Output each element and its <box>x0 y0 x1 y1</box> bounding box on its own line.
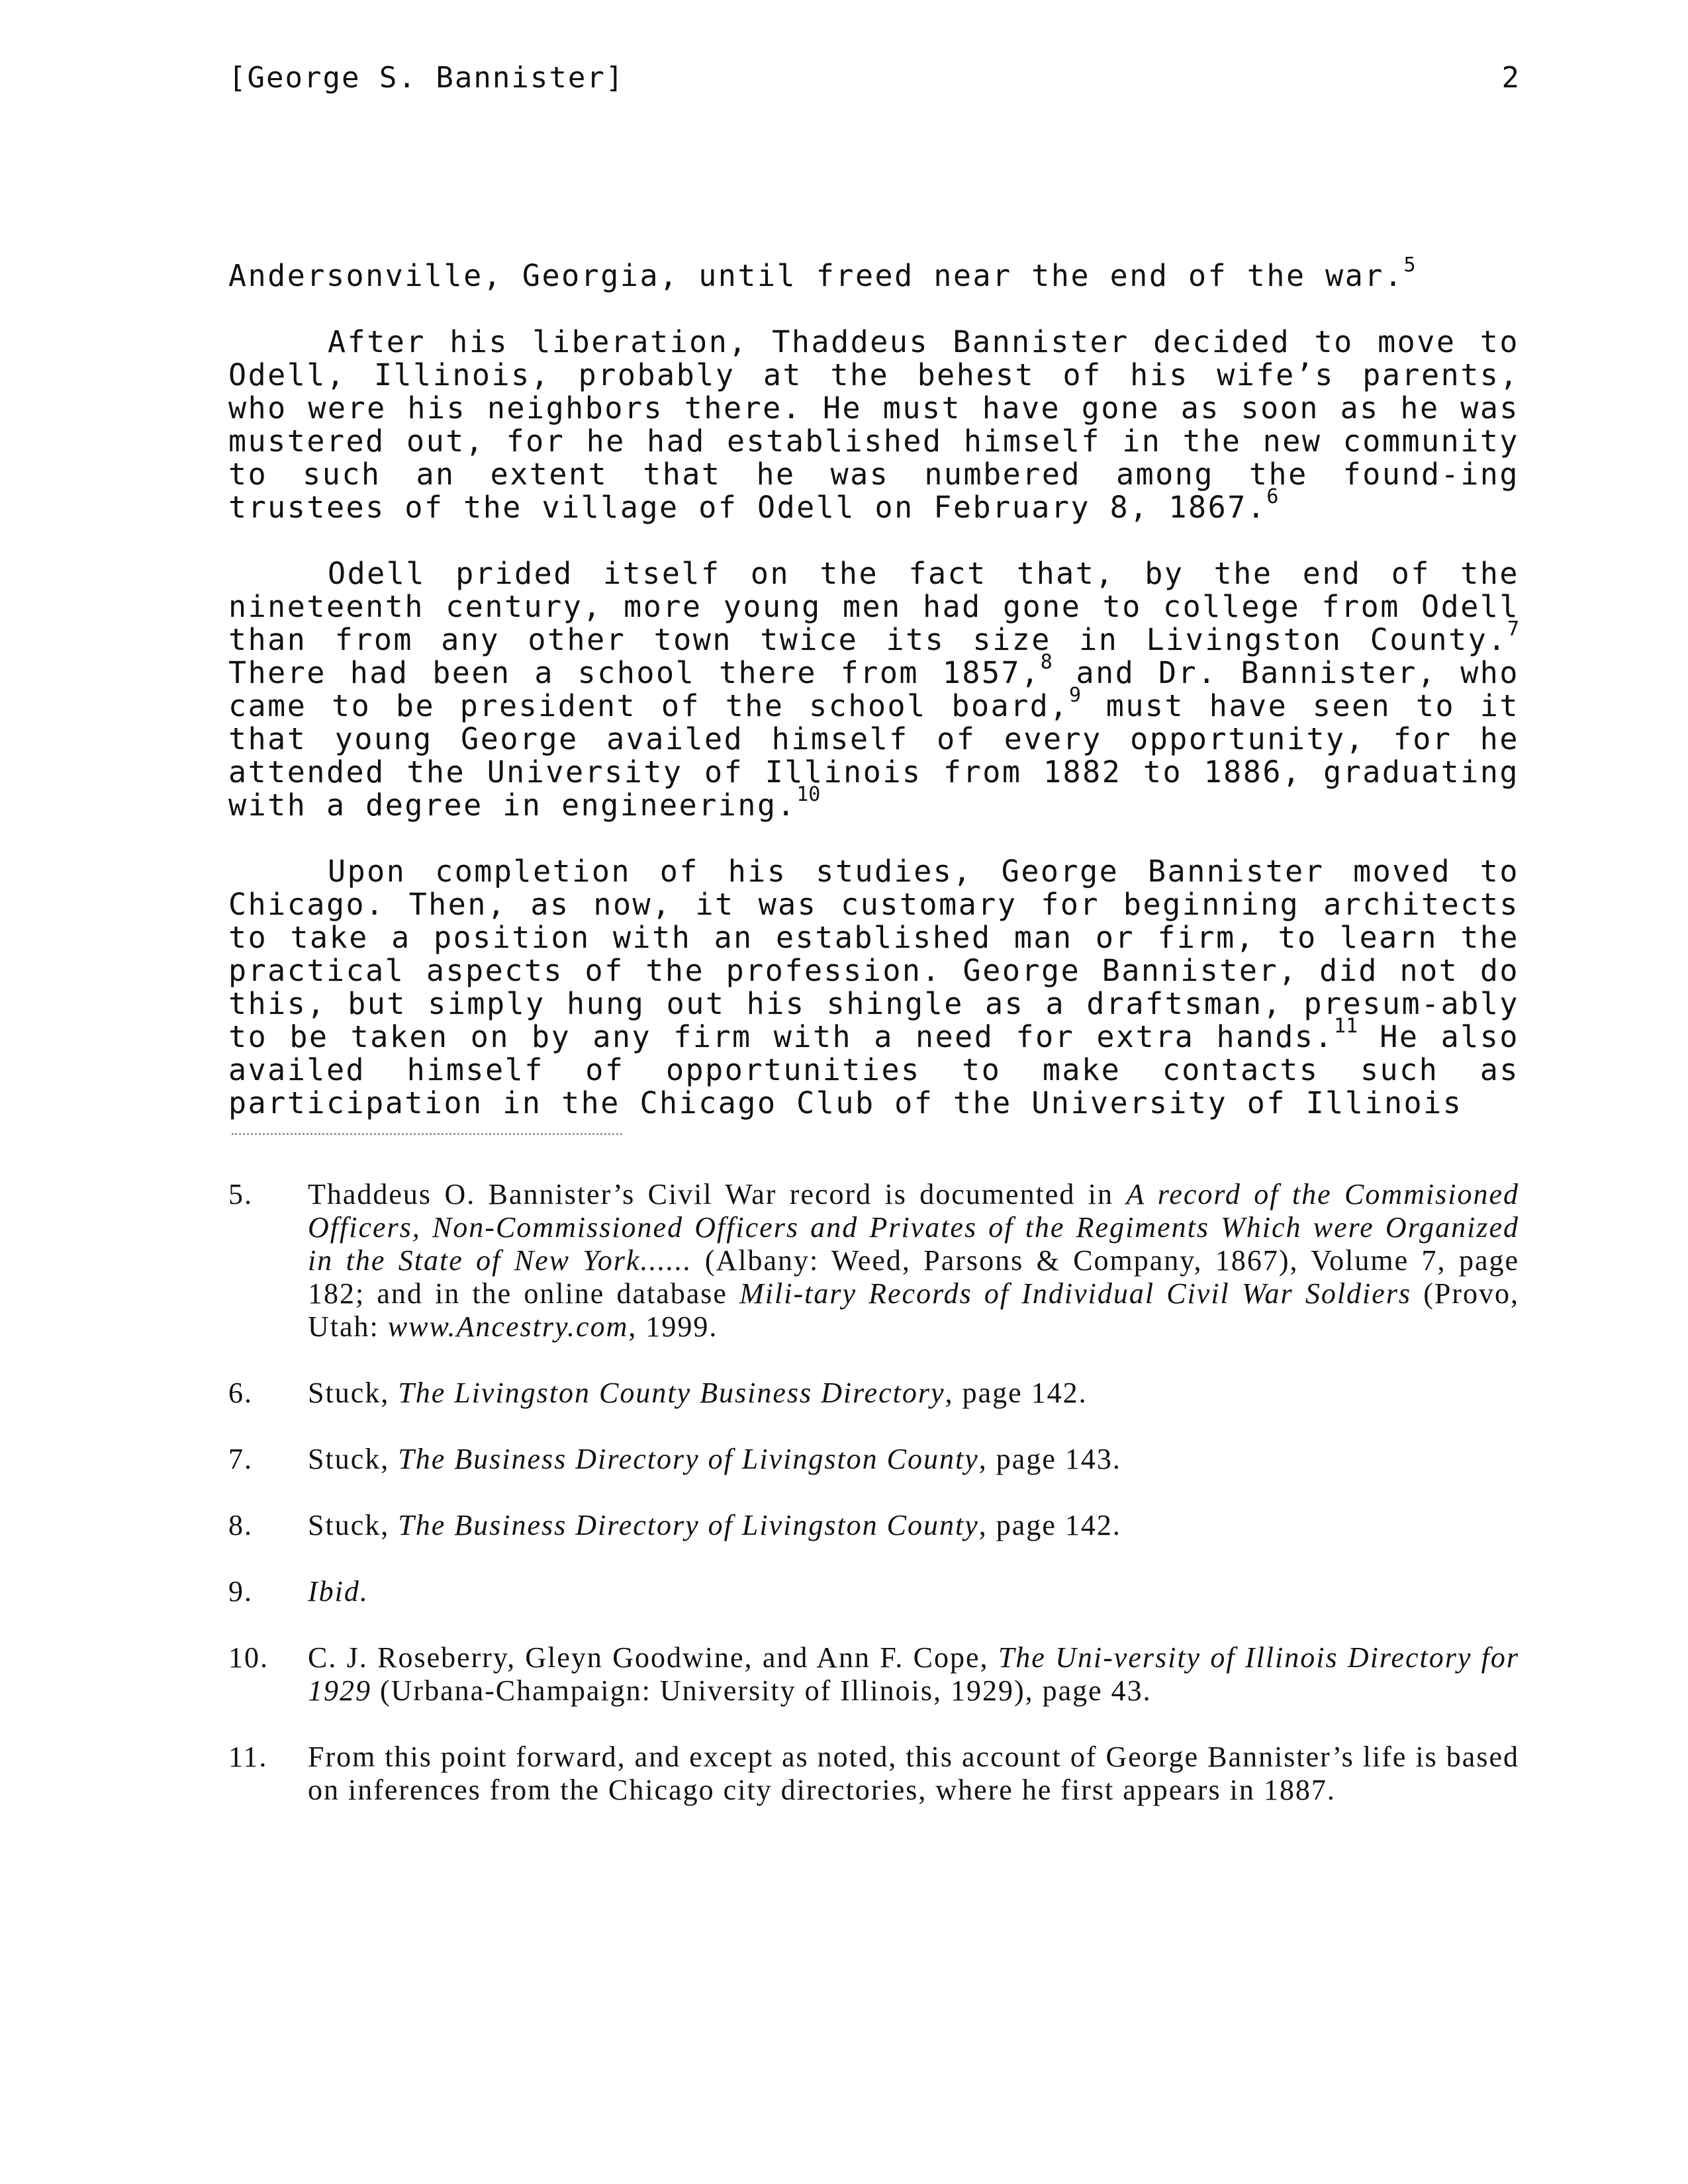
footnote-number: 5. <box>228 1178 253 1210</box>
footnote-5 <box>228 1178 1519 1343</box>
page-number: 2 <box>1501 61 1519 95</box>
footnote-number: 6. <box>228 1377 253 1409</box>
footnote-ref-9: 9 <box>1068 684 1082 707</box>
footnote-text: C. J. Roseberry, Gleyn Goodwine, and Ann F. Cope, <box>308 1641 998 1674</box>
footnote-text: Stuck, <box>308 1509 399 1541</box>
footnote-9 <box>228 1575 1519 1608</box>
footnote-title: A record of the Commisioned Officers, Non-Commissioned Officers and Privates of the Regiments Which were Organized in the State of New York...... <box>308 1178 1519 1277</box>
footnote-text: , page 143. <box>978 1443 1121 1475</box>
paragraph-3-text-4: must have seen to it that young George availed himself of every opportunity, for he attended the University of Illinois from 1882 to 1886, graduating with a degree in engineering. <box>228 688 1519 823</box>
paragraph-3 <box>228 557 1519 822</box>
footnote-text: Stuck, <box>308 1443 399 1475</box>
footnote-number: 9. <box>228 1575 253 1608</box>
footnote-ref-8: 8 <box>1040 651 1053 674</box>
footnote-title: Mili-tary Records of Individual Civil War Soldiers <box>739 1277 1412 1310</box>
footnote-title: Ibid. <box>308 1575 369 1608</box>
footnote-ref-10: 10 <box>796 783 821 806</box>
footnote-11 <box>228 1741 1519 1807</box>
body-text <box>228 253 1519 1153</box>
paragraph-3-text-1: Odell prided itself on the fact that, by the end of the nineteenth century, more young men had gone to college from Odell than from any other town twice its size in Livingston County. <box>228 556 1519 657</box>
paragraph-4-text-2: He also availed himself of opportunities to make contacts such as participation in the Chicago Club of the University of Illinois <box>228 1019 1519 1120</box>
header-title: [George S. Bannister] <box>228 61 625 95</box>
footnote-text: , 1999. <box>628 1310 718 1343</box>
paragraph-3-text-2: There had been a school there from 1857, <box>228 655 1041 690</box>
footnote-6 <box>228 1377 1519 1410</box>
footnote-number: 7. <box>228 1443 253 1475</box>
footnote-text: (Albany: Weed, Parsons & Company, 1867), Volume 7, page 182; and in the online database <box>308 1244 1519 1310</box>
footnote-ref-5: 5 <box>1403 253 1416 277</box>
footnote-ref-11: 11 <box>1334 1015 1358 1038</box>
footnote-title: The Business Directory of Livingston County <box>398 1443 979 1475</box>
footnote-number: 10. <box>228 1641 269 1674</box>
footnote-text: , page 142. <box>978 1509 1121 1541</box>
running-header <box>228 61 1519 101</box>
footnotes <box>228 1178 1519 1840</box>
footnote-website: www.Ancestry.com <box>387 1310 629 1343</box>
footnote-number: 11. <box>228 1741 268 1773</box>
footnote-text: Stuck, <box>308 1377 399 1409</box>
footnote-text: (Urbana-Champaign: University of Illinois, 1929), page 43. <box>371 1674 1152 1707</box>
footnote-10 <box>228 1641 1519 1707</box>
footnote-ref-6: 6 <box>1266 485 1279 508</box>
footnote-title: The Uni-versity of Illinois Directory for 1929 <box>308 1641 1520 1707</box>
paragraph-2-text: After his liberation, Thaddeus Bannister decided to move to Odell, Illinois, probably at the behest of his wife’s parents, who were his neighbors there. He must have gone as soon as he was mustered out, for he had established himself in the new community to such an extent that he was numbered among the found-ing trustees of the village of Odell on February 8, 1867. <box>228 324 1519 525</box>
footnote-8 <box>228 1509 1519 1542</box>
footnote-number: 8. <box>228 1509 253 1541</box>
footnote-text: Thaddeus O. Bannister’s Civil War record is documented in <box>308 1178 1127 1210</box>
footnote-text: (Provo, Utah: <box>308 1277 1519 1343</box>
footnote-title: The Business Directory of Livingston County <box>398 1509 979 1541</box>
footnote-divider <box>232 1133 622 1135</box>
footnote-title: The Livingston County Business Directory <box>398 1377 945 1409</box>
paragraph-2 <box>228 326 1519 524</box>
footnote-ref-7: 7 <box>1507 617 1519 641</box>
paragraph-1-text: Andersonville, Georgia, until freed near the end of the war. <box>228 258 1404 293</box>
footnote-text: , page 142. <box>945 1377 1088 1409</box>
paragraph-4-text-1: Upon completion of his studies, George Bannister moved to Chicago. Then, as now, it was customary for beginning architects to take a position with an established man or firm, to learn the practical aspects of the profession. George Bannister, did not do this, but simply hung out his shingle as a draftsman, presum-ably to be taken on by any firm with a need for extra hands. <box>228 854 1519 1054</box>
footnote-text: From this point forward, and except as noted, this account of George Bannister’s life is based on inferences from the Chicago city directories, where he first appears in 1887. <box>308 1741 1519 1806</box>
paragraph-1 <box>228 253 1519 293</box>
footnote-7 <box>228 1443 1519 1476</box>
paragraph-3-text-3: and Dr. Bannister, who came to be president of the school board, <box>228 655 1519 723</box>
paragraph-4 <box>228 855 1519 1120</box>
